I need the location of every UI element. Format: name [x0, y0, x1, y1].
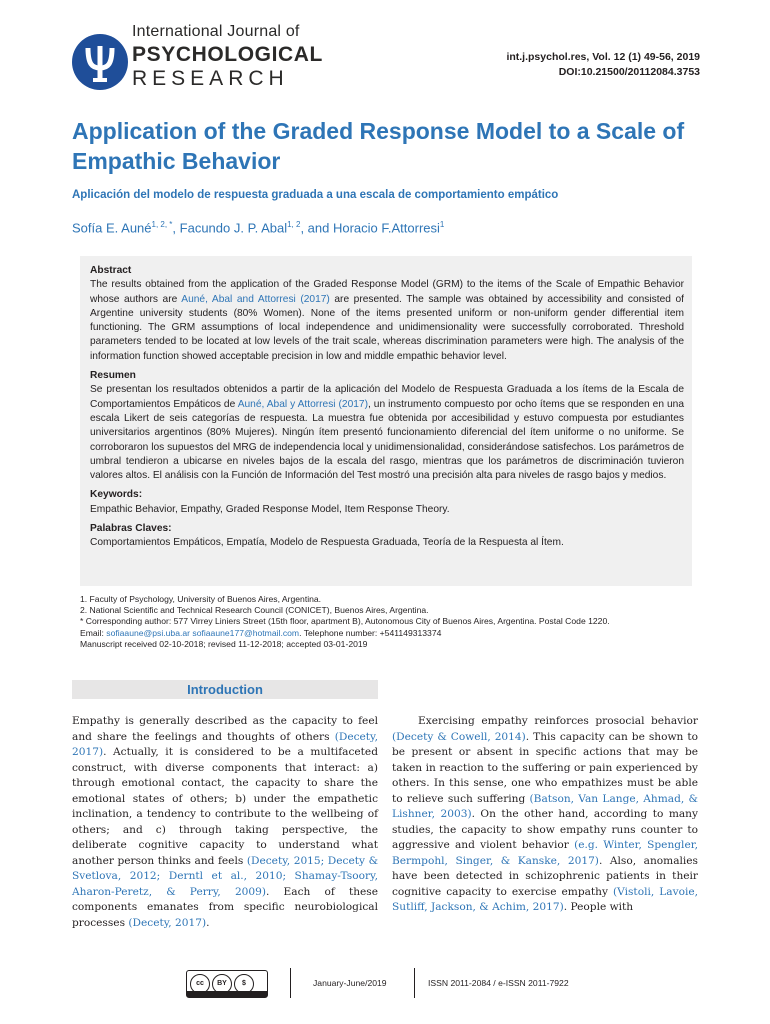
- email-link-1[interactable]: sofiaaune@psi.uba.ar: [106, 627, 191, 638]
- footnote-received: Manuscript received 02-10-2018; revised 11-12-2018; accepted 03-01-2019: [80, 638, 368, 649]
- body-text: Exercising empathy reinforces prosocial behavior: [418, 715, 698, 727]
- body-column-left: [72, 714, 378, 931]
- author-affiliation: 1: [439, 220, 445, 229]
- author-name[interactable]: Facundo J. P. Abal: [179, 220, 288, 236]
- footer-period: January-June/2019: [313, 978, 387, 988]
- journal-logo: [132, 24, 323, 89]
- resumen-text-b: , un instrumento compuesto por ocho ítems que se responden en una escala Likert de seis categorías de respuesta. La muestra fue obtenida por accesibilidad y estuvo compuesta por estudiantes universitarios argentinos (80% Mujeres). Ningún ítem presentó funcionamiento diferencial del ítem uniforme o no uniforme. Se corroboraron los supuestos del MRG de independencia local y unidimensionalidad, considerándose satisfechos. Los parámetros de umbral tendieron a ubicarse en niveles bajos de la escala del rasgo, mientras que los parámetros de discriminación tuvieron valores altos. El análisis con la Función de Información del Test mostró una precisión alta para niveles de rasgo bajos y medios.: [90, 398, 684, 482]
- doi-line[interactable]: DOI:10.21500/20112084.3753: [558, 66, 700, 78]
- author-name[interactable]: Sofía E. Auné: [72, 220, 152, 236]
- citation-block: [506, 50, 700, 80]
- email-link-2[interactable]: sofiaaune177@hotmail.com: [192, 627, 300, 638]
- citation-link[interactable]: (Decety, 2015; Decety & Svetlova, 2012; Derntl et al., 2010; Shamay-Tsoory, Aharon-Peretz, & Perry, 2009): [72, 854, 378, 898]
- resumen-citation-link[interactable]: Auné, Abal y Attorresi (2017): [237, 398, 368, 410]
- email-label: Email:: [80, 627, 107, 638]
- article-title: Application of the Graded Response Model to a Scale of Empathic Behavior: [72, 118, 685, 174]
- author-affiliation: 1, 2, *: [151, 220, 173, 229]
- palabras-paragraph: [90, 522, 684, 551]
- citation-link[interactable]: (Batson, Van Lange, Ahmad, & Lishner, 2003): [392, 792, 698, 820]
- abstract-box: [80, 256, 692, 586]
- cc-symbol: cc: [190, 974, 210, 994]
- footnote-contact: [80, 628, 692, 639]
- license-strip: [187, 991, 267, 997]
- resumen-heading: Resumen: [90, 370, 136, 382]
- palabras-heading: Palabras Claves:: [90, 523, 172, 535]
- citation-link[interactable]: (Vistoli, Lavoie, Sutliff, Jackson, & Achim, 2017): [392, 885, 698, 913]
- footnotes: [80, 594, 692, 650]
- by-symbol: BY: [212, 974, 232, 994]
- footnote-corresponding: * Corresponding author: 577 Virrey Liniers Street (15th floor, apartment B), Autonomous City of Buenos Aires, Argentina. Postal Code 1220.: [80, 616, 610, 627]
- citation-link[interactable]: (e.g. Winter, Spengler, Bermpohl, Singer, & Kanske, 2017): [392, 839, 698, 867]
- citation-link[interactable]: (Decety, 2017): [128, 916, 207, 929]
- abstract-heading: Abstract: [90, 265, 132, 276]
- resumen-paragraph: [90, 369, 684, 483]
- journal-header: [72, 20, 700, 100]
- author-list: [72, 220, 700, 235]
- footer-issn: ISSN 2011-2084 / e-ISSN 2011-7922: [428, 978, 569, 988]
- abstract-paragraph: [90, 264, 684, 364]
- psi-icon: [72, 34, 128, 90]
- author-separator: ,: [172, 220, 180, 236]
- page-footer: [0, 966, 770, 1002]
- body-text: . Each of these components emanates from specific neurobiological processes: [72, 885, 378, 929]
- keywords-heading: Keywords:: [90, 489, 143, 501]
- body-text: .: [206, 916, 210, 929]
- body-text: . People with: [563, 901, 634, 913]
- citation-link[interactable]: (Decety, 2017): [72, 730, 378, 758]
- body-text: . On the other hand, according to many studies, the capacity to show empathy runs counter to aggressive and violent behavior: [392, 808, 698, 851]
- author-separator: , and: [300, 220, 333, 236]
- body-text: . This capacity can be shown to be present or absent in specific actions that may be taken in reaction to the suffering or pain experienced by others. In this sense, one who empathizes must be able to relieve such suffering: [392, 730, 698, 805]
- resumen-text-a: Se presentan los resultados obtenidos a partir de la aplicación del Modelo de Respuesta Graduada a los ítems de la Escala de Comportamientos Empáticos de: [90, 384, 684, 410]
- section-heading-introduction: Introduction: [72, 680, 378, 699]
- logo-line-1: International Journal of: [132, 23, 300, 40]
- keywords-text: Empathic Behavior, Empathy, Graded Response Model, Item Response Theory.: [90, 503, 450, 515]
- abstract-text-b: are presented. The sample was obtained by accessibility and consisted of Argentine university students (80% Women). None of the items presented uniform or non-uniform gender differential item functioning. The GRM assumptions of local independence and unidimensionality were successfully corroborated. Threshold parameters tended to be located at low levels of the trait scale, whereas discrimination parameters were high. The analysis of the information function showed acceptable precision in low and middle empathic behavior level.: [90, 293, 684, 362]
- author-name[interactable]: Horacio F.Attorresi: [332, 220, 440, 236]
- citation-line: int.j.psychol.res, Vol. 12 (1) 49-56, 2019: [506, 51, 700, 63]
- body-text: Empathy is generally described as the capacity to feel and share the feelings and thoughts of others: [72, 715, 378, 743]
- abstract-text-a: The results obtained from the application of the Graded Response Model (GRM) to the items of the Scale of Empathic Behavior whose authors are: [90, 279, 684, 305]
- article-subtitle: Aplicación del modelo de respuesta graduada a una escala de comportamiento empático: [72, 189, 559, 201]
- palabras-text: Comportamientos Empáticos, Empatía, Modelo de Respuesta Graduada, Teoría de la Respuesta al Ítem.: [90, 537, 564, 549]
- body-text: . Also, anomalies have been detected in schizophrenic patients in their cognitive capacity to exercise empathy: [392, 854, 698, 898]
- footer-divider: [414, 968, 415, 998]
- creative-commons-icon[interactable]: [186, 970, 268, 998]
- abstract-citation-link[interactable]: Auné, Abal and Attorresi (2017): [181, 293, 330, 305]
- logo-line-2: PSYCHOLOGICAL: [132, 43, 323, 66]
- nc-symbol: $: [234, 974, 254, 994]
- footer-divider: [290, 968, 291, 998]
- keywords-paragraph: [90, 488, 684, 517]
- footnote-affiliation-1: 1. Faculty of Psychology, University of Buenos Aires, Argentina.: [80, 594, 322, 604]
- logo-line-3: RESEARCH: [132, 67, 289, 90]
- phone-text: . Telephone number: +541149313374: [299, 627, 442, 638]
- footnote-affiliation-2: 2. National Scientific and Technical Research Council (CONICET), Buenos Aires, Argentina.: [80, 605, 429, 616]
- citation-link[interactable]: (Decety & Cowell, 2014): [392, 730, 526, 743]
- body-text: . Actually, it is considered to be a multifaceted construct, with diverse components that interact: a) through emotional contact, the capacity to share the emotional states of others; b) under the empathetic inclination, a tendency to contribute to the wellbeing of others; and c) through taking perspective, the deliberate cognitive capacity to understand what another person thinks and feels: [72, 746, 378, 867]
- author-affiliation: 1, 2: [287, 220, 301, 229]
- body-column-right: [392, 714, 698, 916]
